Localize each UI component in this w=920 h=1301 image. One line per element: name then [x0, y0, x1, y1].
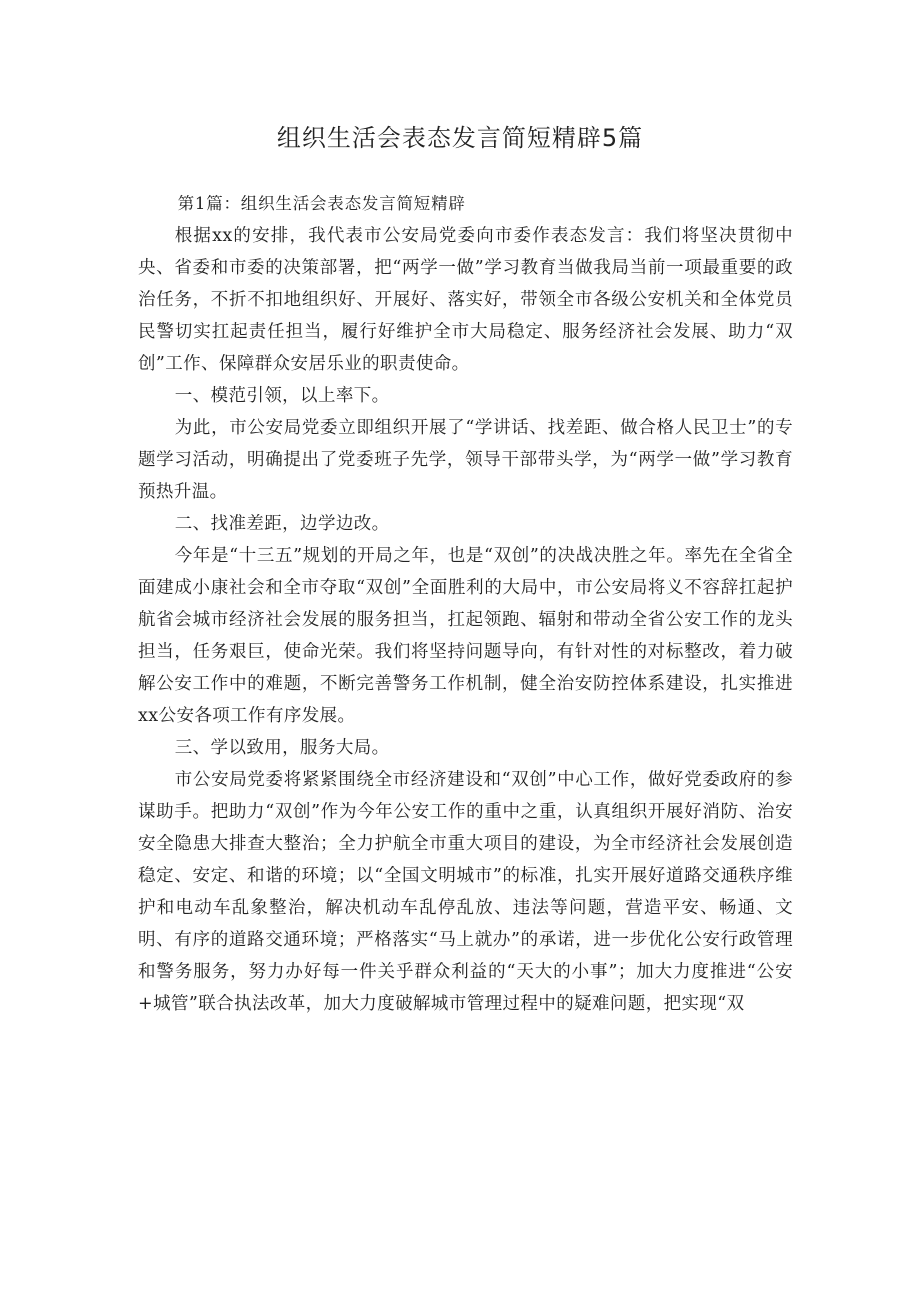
section-heading-2: 二、找准差距，边学边改。: [174, 514, 390, 534]
document-body: [138, 188, 793, 1020]
paragraph-section-1: 为此，市公安局党委立即组织开展了“学讲话、找差距、做合格人民卫士”的专题学习活动，明确提出了党委班子先学，领导干部带头学，为“两学一做”学习教育预热升温。: [138, 418, 793, 502]
paragraph-section-2: 今年是“十三五”规划的开局之年，也是“双创”的决战决胜之年。率先在全省全面建成小康社会和全市夺取“双创”全面胜利的大局中，市公安局将义不容辞扛起护航省会城市经济社会发展的服务担当，扛起领跑、辐射和带动全省公安工作的龙头担当，任务艰巨，使命光荣。我们将坚持问题导向，有针对性的对标整改，着力破解公安工作中的难题，不断完善警务工作机制，健全治安防控体系建设，扎实推进xx公安各项工作有序发展。: [138, 546, 793, 726]
document-title: 组织生活会表态发言简短精辟5篇: [276, 124, 644, 152]
article-subtitle: 第1篇：组织生活会表态发言简短精辟: [177, 194, 466, 213]
section-heading-1: 一、模范引领，以上率下。: [174, 386, 390, 406]
section-heading-3: 三、学以致用，服务大局。: [174, 738, 390, 758]
paragraph-section-3: 市公安局党委将紧紧围绕全市经济建设和“双创”中心工作，做好党委政府的参谋助手。把助力“双创”作为今年公安工作的重中之重，认真组织开展好消防、治安安全隐患大排查大整治；全力护航全市重大项目的建设，为全市经济社会发展创造稳定、安定、和谐的环境；以“全国文明城市”的标准，扎实开展好道路交通秩序维护和电动车乱象整治，解决机动车乱停乱放、违法等问题，营造平安、畅通、文明、有序的道路交通环境；严格落实“马上就办”的承诺，进一步优化公安行政管理和警务服务，努力办好每一件关乎群众利益的“天大的小事”；加大力度推进“公安+城管”联合执法改革，加大力度破解城市管理过程中的疑难问题，把实现“双: [138, 770, 793, 1014]
paragraph-intro: 根据xx的安排，我代表市公安局党委向市委作表态发言：我们将坚决贯彻中央、省委和市委的决策部署，把“两学一做”学习教育当做我局当前一项最重要的政治任务，不折不扣地组织好、开展好、落实好，带领全市各级公安机关和全体党员民警切实扛起责任担当，履行好维护全市大局稳定、服务经济社会发展、助力“双创”工作、保障群众安居乐业的职责使命。: [138, 226, 793, 374]
